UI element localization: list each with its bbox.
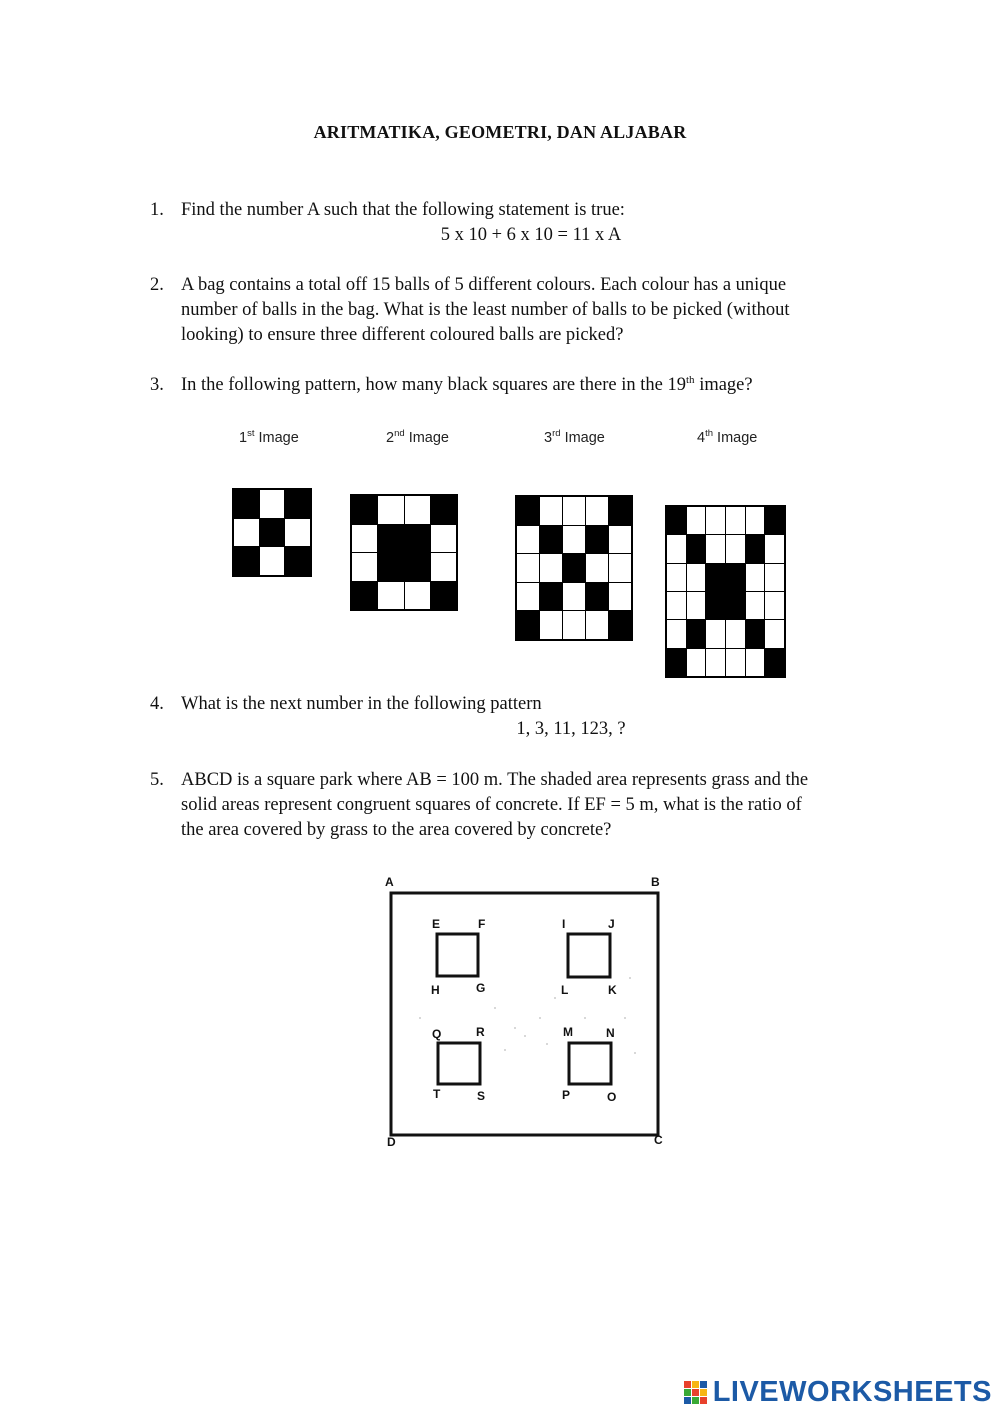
black-square xyxy=(285,547,310,575)
white-square xyxy=(667,620,686,647)
black-square xyxy=(378,553,403,581)
white-square xyxy=(706,507,725,534)
white-square xyxy=(706,535,725,562)
white-square xyxy=(352,553,377,581)
vertex-label: H xyxy=(431,983,440,997)
white-square xyxy=(431,525,456,553)
corner-label-a: A xyxy=(385,875,394,889)
white-square xyxy=(586,611,608,639)
black-square xyxy=(352,496,377,524)
white-square xyxy=(706,649,725,676)
question-text-line: number of balls in the bag. What is the least number of balls to be picked (without xyxy=(181,300,790,320)
black-square xyxy=(540,526,562,554)
vertex-label: O xyxy=(607,1090,617,1104)
white-square xyxy=(234,519,259,547)
white-square xyxy=(563,583,585,611)
white-square xyxy=(667,535,686,562)
white-square xyxy=(517,583,539,611)
white-square xyxy=(706,620,725,647)
vertex-label: N xyxy=(606,1026,615,1040)
white-square xyxy=(563,497,585,525)
black-square xyxy=(746,535,765,562)
white-square xyxy=(352,525,377,553)
question-text-line: ABCD is a square park where AB = 100 m. The shaded area represents grass and the xyxy=(181,770,809,790)
white-square xyxy=(405,582,430,610)
concrete-square-mnop xyxy=(569,1043,611,1084)
white-square xyxy=(746,592,765,619)
vertex-label: T xyxy=(433,1087,441,1101)
image-label: 3rd Image xyxy=(544,428,605,446)
concrete-square-ijkl xyxy=(568,934,610,977)
vertex-label: P xyxy=(562,1088,571,1102)
vertex-label: K xyxy=(608,983,617,997)
white-square xyxy=(431,553,456,581)
image-label: 2nd Image xyxy=(386,428,449,446)
black-square xyxy=(586,583,608,611)
black-square xyxy=(765,507,784,534)
black-square xyxy=(609,497,631,525)
question-4 xyxy=(150,692,880,742)
image-label: 1st Image xyxy=(239,428,299,446)
black-square xyxy=(687,620,706,647)
white-square xyxy=(586,554,608,582)
white-square xyxy=(687,507,706,534)
question-number: 2. xyxy=(150,275,164,295)
corner-label-b: B xyxy=(651,875,660,889)
white-square xyxy=(260,547,285,575)
white-square xyxy=(687,649,706,676)
vertex-label: E xyxy=(432,917,441,931)
white-square xyxy=(609,554,631,582)
black-square xyxy=(431,582,456,610)
white-square xyxy=(609,526,631,554)
question-text: What is the next number in the following pattern xyxy=(181,694,542,714)
equation: 5 x 10 + 6 x 10 = 11 x A xyxy=(440,225,622,245)
black-square xyxy=(431,496,456,524)
white-square xyxy=(726,535,745,562)
white-square xyxy=(726,620,745,647)
brand-name: LIVEWORKSHEETS xyxy=(712,1376,992,1408)
liveworksheets-logo[interactable] xyxy=(684,1376,992,1409)
vertex-label: J xyxy=(608,917,615,931)
question-number: 5. xyxy=(150,770,164,790)
black-square xyxy=(687,535,706,562)
black-square xyxy=(234,547,259,575)
question-text: Find the number A such that the following statement is true: xyxy=(181,200,625,220)
black-square xyxy=(726,564,745,591)
question-text-line: A bag contains a total off 15 balls of 5 different colours. Each colour has a unique xyxy=(181,275,787,295)
white-square xyxy=(260,490,285,518)
question-3 xyxy=(150,373,880,398)
black-square xyxy=(706,592,725,619)
question-5 xyxy=(150,768,880,843)
black-square xyxy=(352,582,377,610)
white-square xyxy=(517,526,539,554)
black-square xyxy=(609,611,631,639)
white-square xyxy=(586,497,608,525)
white-square xyxy=(687,564,706,591)
white-square xyxy=(746,507,765,534)
question-1 xyxy=(150,198,880,248)
question-text-line: looking) to ensure three different coloured balls are picked? xyxy=(181,325,624,345)
black-square xyxy=(726,592,745,619)
white-square xyxy=(378,582,403,610)
white-square xyxy=(563,526,585,554)
vertex-label: I xyxy=(562,917,566,931)
pattern-grid-2 xyxy=(350,494,458,611)
white-square xyxy=(285,519,310,547)
black-square xyxy=(260,519,285,547)
question-number: 4. xyxy=(150,694,164,714)
black-square xyxy=(378,525,403,553)
white-square xyxy=(540,554,562,582)
question-2 xyxy=(150,273,880,348)
black-square xyxy=(405,525,430,553)
black-square xyxy=(563,554,585,582)
white-square xyxy=(687,592,706,619)
white-square xyxy=(667,592,686,619)
white-square xyxy=(746,564,765,591)
corner-label-c: C xyxy=(654,1133,663,1147)
pattern-grid-1 xyxy=(232,488,312,577)
black-square xyxy=(706,564,725,591)
question-text-line: the area covered by grass to the area covered by concrete? xyxy=(181,820,612,840)
white-square xyxy=(540,611,562,639)
vertex-label: L xyxy=(561,983,569,997)
question-number: 1. xyxy=(150,200,164,220)
image-label: 4th Image xyxy=(697,428,758,446)
black-square xyxy=(746,620,765,647)
black-square xyxy=(667,649,686,676)
black-square xyxy=(517,611,539,639)
vertex-label: G xyxy=(476,981,486,995)
concrete-square-efgh xyxy=(437,934,478,976)
concrete-square-qrst xyxy=(438,1043,480,1084)
black-square xyxy=(540,583,562,611)
black-square xyxy=(234,490,259,518)
white-square xyxy=(765,535,784,562)
black-square xyxy=(667,507,686,534)
park-diagram xyxy=(375,868,680,1158)
black-square xyxy=(765,649,784,676)
vertex-label: Q xyxy=(432,1027,442,1041)
vertex-label: M xyxy=(563,1025,573,1039)
vertex-label: F xyxy=(478,917,486,931)
page-title: ARITMATIKA, GEOMETRI, DAN ALJABAR xyxy=(313,122,687,142)
white-square xyxy=(765,620,784,647)
white-square xyxy=(667,564,686,591)
white-square xyxy=(405,496,430,524)
white-square xyxy=(540,497,562,525)
white-square xyxy=(765,592,784,619)
white-square xyxy=(765,564,784,591)
white-square xyxy=(563,611,585,639)
white-square xyxy=(746,649,765,676)
corner-label-d: D xyxy=(387,1135,396,1149)
question-text: In the following pattern, how many black squares are there in the 19th image? xyxy=(181,373,753,395)
question-number: 3. xyxy=(150,375,164,395)
pattern-grid-4 xyxy=(665,505,786,678)
question-text-line: solid areas represent congruent squares of concrete. If EF = 5 m, what is the ratio of xyxy=(181,795,802,815)
white-square xyxy=(609,583,631,611)
black-square xyxy=(517,497,539,525)
black-square xyxy=(285,490,310,518)
vertex-label: R xyxy=(476,1025,485,1039)
liveworksheets-logo-icon xyxy=(684,1381,707,1404)
white-square xyxy=(378,496,403,524)
white-square xyxy=(726,507,745,534)
vertex-label: S xyxy=(477,1089,486,1103)
black-square xyxy=(586,526,608,554)
white-square xyxy=(726,649,745,676)
white-square xyxy=(517,554,539,582)
number-sequence: 1, 3, 11, 123, ? xyxy=(516,719,626,739)
black-square xyxy=(405,553,430,581)
pattern-grid-3 xyxy=(515,495,633,641)
